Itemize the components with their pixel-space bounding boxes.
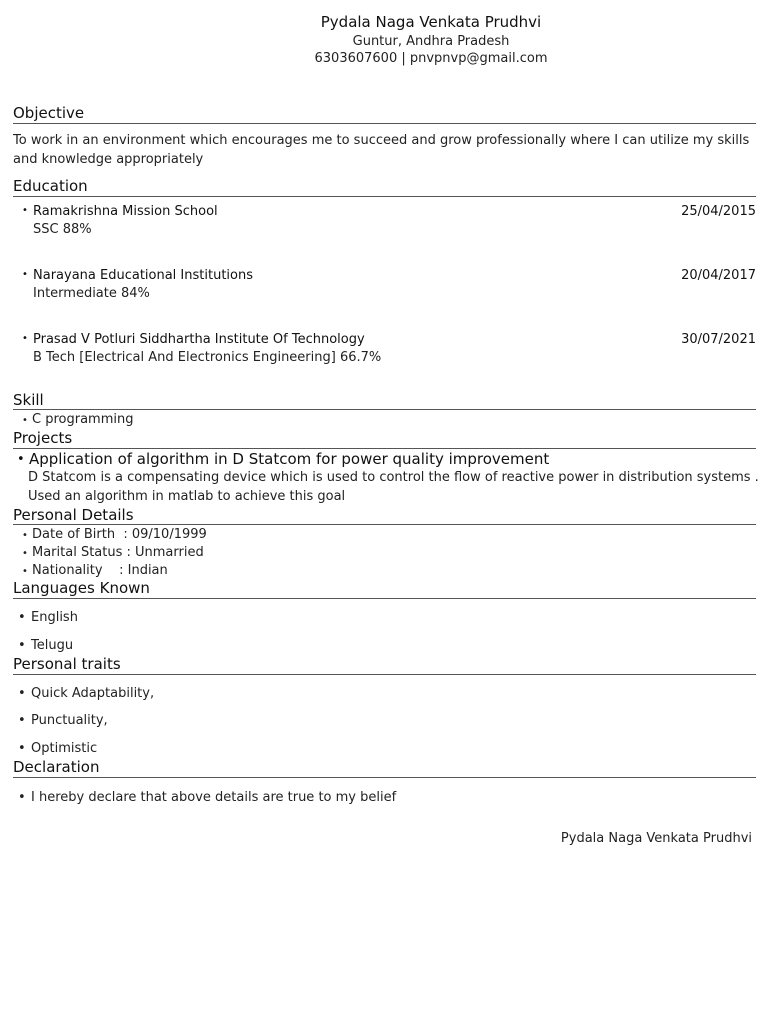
language-item: English [31,610,78,625]
education-date: 20/04/2017 [681,268,756,283]
skill-divider [13,409,756,410]
detail-bullet: • [22,566,28,577]
project-description-line-1: D Statcom is a compensating device which is used to control the flow of reactive power in distribution systems . [28,470,759,485]
objective-divider [13,123,756,124]
candidate-name: Pydala Naga Venkata Prudhvi [320,13,542,31]
detail-item: Date of Birth : 09/10/1999 [32,527,207,542]
language-bullet: • [18,638,26,653]
project-title: Application of algorithm in D Statcom for power quality improvement [29,450,550,468]
education-institution: Narayana Educational Institutions [33,268,253,283]
education-detail: Intermediate 84% [33,286,150,301]
candidate-contact: 6303607600 | pnvpnvp@gmail.com [314,51,548,66]
candidate-location: Guntur, Andhra Pradesh [352,34,510,49]
education-detail: SSC 88% [33,222,92,237]
traits-heading: Personal traits [13,655,121,673]
language-bullet: • [18,610,26,625]
education-divider [13,196,756,197]
personal-details-divider [13,524,756,525]
education-date: 30/07/2021 [681,332,756,347]
trait-item: Punctuality, [31,713,108,728]
trait-bullet: • [18,686,26,701]
projects-heading: Projects [13,429,73,447]
project-bullet: • [17,452,25,467]
education-heading: Education [13,177,88,195]
declaration-text: I hereby declare that above details are true to my belief [31,790,397,805]
education-institution: Ramakrishna Mission School [33,204,218,219]
education-bullet: • [22,333,28,344]
declaration-heading: Declaration [13,758,100,776]
trait-item: Optimistic [31,741,98,756]
skill-heading: Skill [13,391,44,409]
signature-name: Pydala Naga Venkata Prudhvi [560,831,752,846]
projects-divider [13,448,756,449]
detail-item: Marital Status : Unmarried [32,545,204,560]
project-description-line-2: Used an algorithm in matlab to achieve this goal [28,489,346,504]
education-detail: B Tech [Electrical And Electronics Engineering] 66.7% [33,350,382,365]
skill-item: C programming [32,412,134,427]
skill-bullet: • [22,415,28,426]
declaration-bullet: • [18,790,26,805]
education-bullet: • [22,205,28,216]
traits-divider [13,674,756,675]
declaration-divider [13,777,756,778]
trait-bullet: • [18,713,26,728]
trait-item: Quick Adaptability, [31,686,155,701]
objective-text-line-1: To work in an environment which encourages me to succeed and grow professionally where I can utilize my skills [13,133,750,148]
detail-bullet: • [22,530,28,541]
detail-item: Nationality : Indian [32,563,168,578]
trait-bullet: • [18,741,26,756]
languages-divider [13,598,756,599]
objective-heading: Objective [13,104,85,122]
education-bullet: • [22,269,28,280]
education-institution: Prasad V Potluri Siddhartha Institute Of Technology [33,332,365,347]
objective-text-line-2: and knowledge appropriately [13,152,204,167]
detail-bullet: • [22,548,28,559]
education-date: 25/04/2015 [681,204,756,219]
personal-details-heading: Personal Details [13,506,134,524]
languages-heading: Languages Known [13,579,150,597]
language-item: Telugu [31,638,74,653]
